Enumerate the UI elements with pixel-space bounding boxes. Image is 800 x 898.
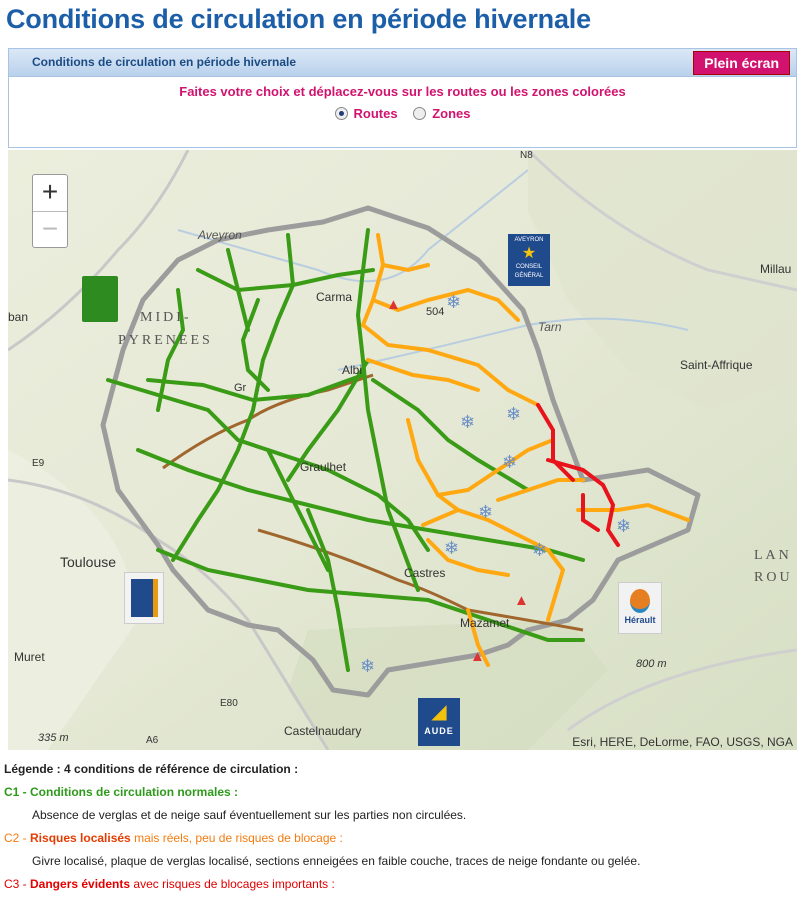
- panel-title: Conditions de circulation en période hivernale: [32, 55, 297, 69]
- map-label-albi: Albi: [342, 363, 363, 377]
- radio-routes-label[interactable]: Routes: [353, 106, 398, 121]
- radio-routes[interactable]: [335, 106, 398, 121]
- instruction-text: Faites votre choix et déplacez-vous sur les routes ou les zones colorées: [179, 84, 626, 99]
- aveyron-logo-text: AVEYRON: [514, 237, 544, 243]
- map-label-mazamet: Mazamet: [460, 616, 510, 630]
- map-attribution: Esri, HERE, DeLorme, FAO, USGS, NGA: [572, 735, 793, 749]
- map-label-gr: Gr: [234, 382, 247, 394]
- snow-icon[interactable]: ❄: [532, 540, 548, 560]
- haute-garonne-mark: [131, 579, 158, 617]
- map-label-saint-affrique: Saint-Affrique: [680, 358, 753, 372]
- aveyron-logo: [508, 234, 550, 286]
- aveyron-logo-sub: CONSEIL GÉNÉRAL: [514, 264, 544, 279]
- map-label-tarn-river: Tarn: [538, 320, 562, 334]
- legend-c3-title: Dangers évidents: [30, 877, 131, 891]
- snow-icon[interactable]: ❄: [446, 292, 462, 312]
- warning-sign-icon[interactable]: ▲: [470, 648, 485, 665]
- zoom-in-button[interactable]: +: [33, 175, 67, 212]
- legend-c3-rest: avec risques de blocages importants :: [130, 877, 335, 891]
- zoom-control: [32, 174, 68, 248]
- aude-logo: [418, 698, 460, 746]
- view-mode-selector: [9, 106, 796, 123]
- map-label-e80: E80: [220, 698, 238, 709]
- legend-c2-rest: mais réels, peu de risques de blocage :: [130, 831, 343, 845]
- radio-zones-label[interactable]: Zones: [432, 106, 471, 121]
- map-label-rou: ROU: [754, 570, 793, 585]
- snow-icon[interactable]: ❄: [502, 452, 518, 472]
- legend-c3-code: C3 -: [4, 877, 31, 891]
- legend-c1-code: C1 -: [4, 785, 31, 799]
- legend-heading: Légende : 4 conditions de référence de circulation :: [4, 762, 299, 776]
- legend-c3: [4, 873, 796, 896]
- aude-logo-text: AUDE: [424, 726, 454, 736]
- legend-c2: [4, 827, 796, 850]
- legend-c2-desc: Givre localisé, plaque de verglas localisé, sections enneigées en faible couche, traces de neige fondante ou gelée.: [32, 854, 641, 868]
- page-title: Conditions de circulation en période hivernale: [6, 4, 591, 34]
- map-label-ban: ban: [8, 310, 29, 324]
- road-conditions-map[interactable]: [8, 150, 797, 750]
- zoom-out-button[interactable]: −: [41, 213, 59, 244]
- legend-c1-title: Conditions de circulation normales :: [30, 785, 239, 799]
- map-label-lan: LAN: [754, 548, 792, 563]
- legend-c2-code: C2 -: [4, 831, 31, 845]
- herault-logo: [618, 582, 662, 634]
- warning-sign-icon[interactable]: ▲: [514, 592, 529, 609]
- map-label-toulouse: Toulouse: [60, 554, 117, 570]
- map-label-alt-800: 800 m: [636, 658, 667, 670]
- haute-garonne-logo: [124, 572, 164, 624]
- herault-mark: [630, 589, 650, 613]
- legend-c1: [4, 781, 796, 804]
- snow-icon[interactable]: ❄: [478, 502, 494, 522]
- map-label-e9: E9: [32, 458, 45, 469]
- herault-logo-text: Hérault: [624, 615, 656, 625]
- radio-zones[interactable]: [413, 106, 470, 121]
- legend-c2-title: Risques localisés: [30, 831, 131, 845]
- radio-routes-dot[interactable]: [335, 107, 348, 120]
- legend-c1-desc: Absence de verglas et de neige sauf éventuellement sur les parties non circulées.: [32, 808, 467, 822]
- panel-header: [9, 49, 796, 77]
- map-label-n8: N8: [520, 150, 533, 161]
- snow-icon[interactable]: ❄: [506, 404, 522, 424]
- warning-sign-icon[interactable]: ▲: [386, 296, 401, 313]
- map-label-midi: MIDI-: [140, 310, 192, 325]
- map-label-muret: Muret: [14, 650, 45, 664]
- map-control-panel: [8, 48, 797, 148]
- map-label-alt-335: 335 m: [38, 732, 69, 744]
- map-label-castres: Castres: [404, 566, 446, 580]
- legend: [4, 758, 796, 896]
- map-label-carmaux: Carma: [316, 290, 353, 304]
- map-label-pyrenees: PYRENEES: [118, 333, 213, 348]
- snow-icon[interactable]: ❄: [616, 516, 632, 536]
- tarn-logo: [82, 276, 118, 322]
- radio-zones-dot[interactable]: [413, 107, 426, 120]
- map-label-castelnaudary: Castelnaudary: [284, 724, 362, 738]
- star-icon: ★: [521, 245, 537, 262]
- map-label-graulhet: Graulhet: [300, 460, 347, 474]
- snow-icon[interactable]: ❄: [360, 656, 376, 676]
- map-canvas[interactable]: [8, 150, 797, 750]
- fullscreen-button[interactable]: Plein écran: [693, 51, 790, 75]
- map-label-aveyron-river: Aveyron: [198, 228, 242, 242]
- map-label-alt-504: 504: [426, 306, 445, 318]
- map-label-a6: A6: [146, 735, 159, 746]
- snow-icon[interactable]: ❄: [444, 538, 460, 558]
- aude-mark: ◢: [431, 701, 447, 723]
- map-label-millau: Millau: [760, 262, 792, 276]
- snow-icon[interactable]: ❄: [460, 412, 476, 432]
